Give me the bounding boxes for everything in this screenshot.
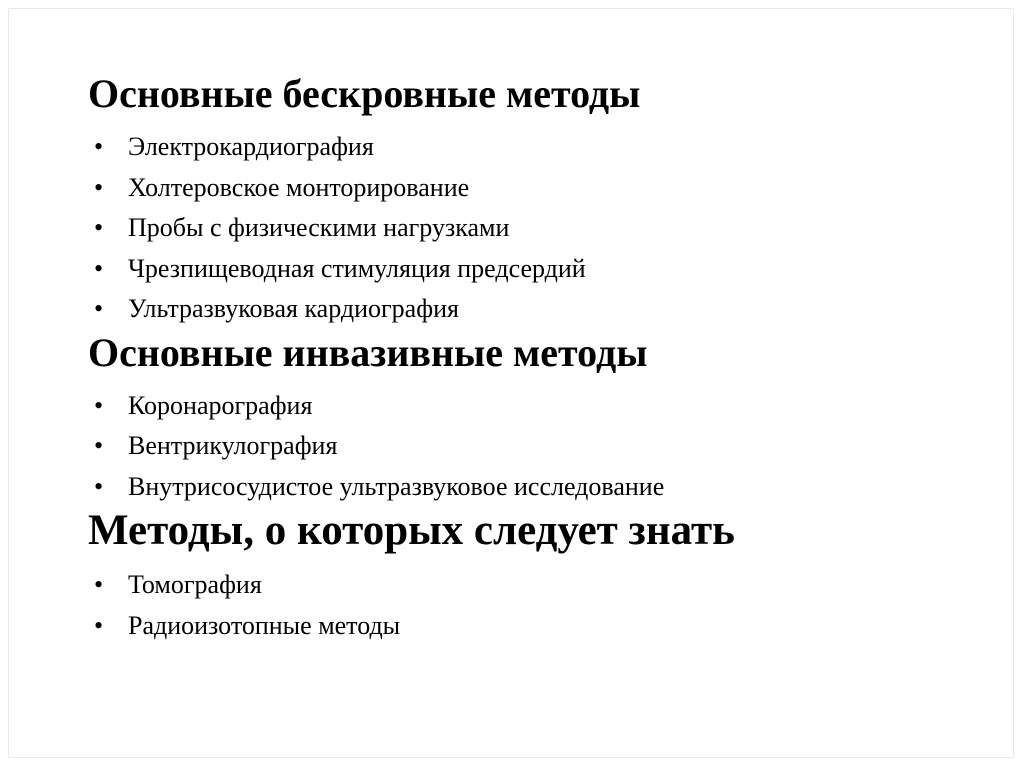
list-item (88, 386, 993, 427)
bullet-icon: • (94, 172, 104, 202)
bullet-icon: • (94, 570, 104, 599)
bullet-icon: • (94, 471, 104, 501)
bullet-icon: • (94, 390, 104, 420)
list-item (88, 127, 993, 168)
list-item (88, 249, 993, 290)
list-item (88, 208, 993, 249)
bullet-icon: • (94, 213, 104, 242)
list-item (88, 565, 993, 606)
bullet-icon: • (94, 253, 104, 283)
section-heading-invasive: Основные инвазивные методы (88, 329, 648, 375)
list-item (88, 289, 993, 330)
list-item-text: Томография (128, 570, 262, 599)
list-item-text: Холтеровское монторирование (128, 172, 470, 202)
list-item-text: Чрезпищеводная стимуляция предсердий (128, 253, 586, 283)
list-item (88, 426, 993, 467)
list-item-text: Электрокардиография (128, 132, 374, 161)
bullet-icon: • (94, 294, 104, 323)
bullet-icon: • (94, 132, 104, 161)
list-item (88, 467, 993, 508)
list-item-text: Внутрисосудистое ультразвуковое исследование (128, 471, 665, 501)
noninvasive-methods-list (88, 127, 993, 330)
slide-content (88, 71, 993, 646)
section-heading-noninvasive: Основные бескровные методы (88, 71, 641, 116)
section-heading-other: Методы, о которых следует знать (88, 507, 735, 554)
list-item-text: Ультразвуковая кардиография (128, 294, 459, 323)
invasive-methods-list (88, 386, 993, 508)
list-item-text: Коронарография (128, 390, 313, 420)
list-item (88, 606, 993, 647)
list-item-text: Радиоизотопные методы (128, 610, 401, 640)
list-item-text: Пробы с физическими нагрузками (128, 213, 510, 242)
other-methods-list (88, 565, 993, 646)
bullet-icon: • (94, 610, 104, 640)
list-item (88, 168, 993, 209)
slide (8, 8, 1014, 758)
bullet-icon: • (94, 431, 104, 460)
list-item-text: Вентрикулография (128, 431, 338, 460)
